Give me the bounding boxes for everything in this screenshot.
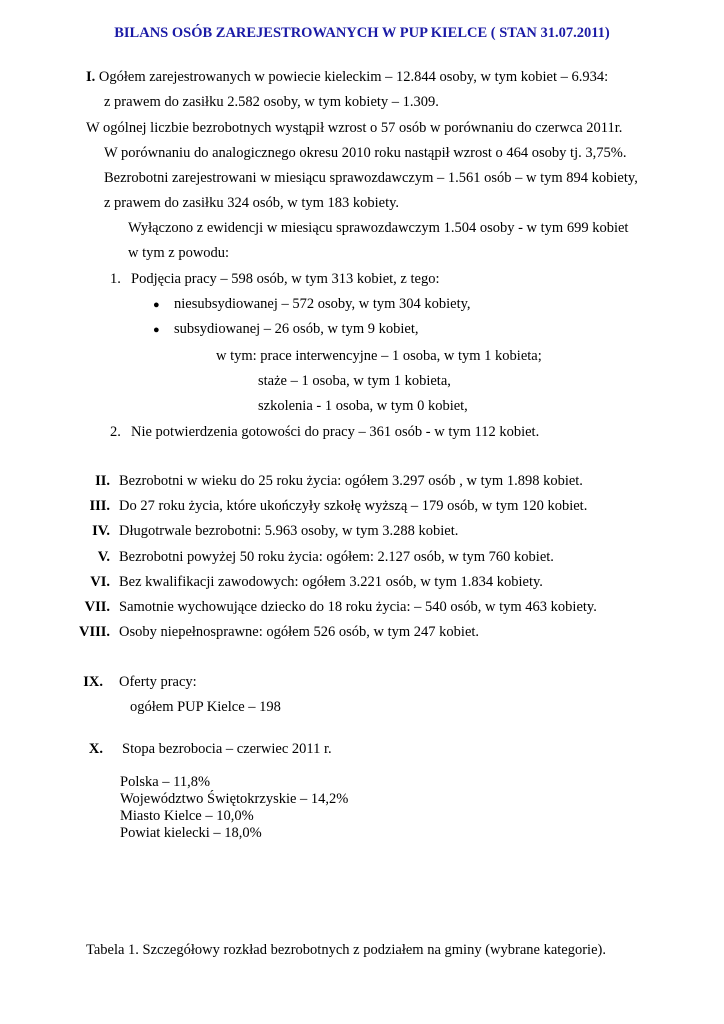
section-i-line-8: w tym z powodu: xyxy=(128,245,230,261)
section-ix-line: ogółem PUP Kielce – 198 xyxy=(130,699,281,715)
rate-item: Województwo Świętokrzyskie – 14,2% xyxy=(120,791,349,807)
list-item: Bezrobotni w wieku do 25 roku życia: ogółem 3.297 osób , w tym 1.898 kobiet. xyxy=(119,473,583,489)
roman-number: VIII. xyxy=(78,624,110,640)
list-item: Długotrwale bezrobotni: 5.963 osoby, w tym 3.288 kobiet. xyxy=(119,523,459,539)
bullet-icon: ● xyxy=(153,299,160,311)
list-item: Samotnie wychowujące dziecko do 18 roku życia: – 540 osób, w tym 463 kobiety. xyxy=(119,599,597,615)
roman-number: IV. xyxy=(92,523,110,539)
section-i-line-3: W ogólnej liczbie bezrobotnych wystąpił wzrost o 57 osób w porównaniu do czerwca 2011r. xyxy=(86,120,623,136)
roman-number: VI. xyxy=(90,574,110,590)
list-item: Bez kwalifikacji zawodowych: ogółem 3.221 osób, w tym 1.834 kobiety. xyxy=(119,574,543,590)
bullet-1-text: niesubsydiowanej – 572 osoby, w tym 304 kobiety, xyxy=(174,296,471,312)
item-2-number: 2. xyxy=(110,424,121,440)
item-1-number: 1. xyxy=(110,271,121,287)
roman-number: VII. xyxy=(84,599,110,615)
sub-line-1: w tym: prace interwencyjne – 1 osoba, w tym 1 kobieta; xyxy=(216,348,542,364)
section-ix-heading: Oferty pracy: xyxy=(119,674,197,690)
bullet-2-text: subsydiowanej – 26 osób, w tym 9 kobiet, xyxy=(174,321,419,337)
section-i-line-4: W porównaniu do analogicznego okresu 2010 roku nastąpił wzrost o 464 osoby tj. 3,75%. xyxy=(104,145,627,161)
section-i-text-1: Ogółem zarejestrowanych w powiecie kieleckim – 12.844 osoby, w tym kobiet – 6.934: xyxy=(98,69,609,85)
section-i-line-2: z prawem do zasiłku 2.582 osoby, w tym kobiety – 1.309. xyxy=(104,94,439,110)
roman-number: V. xyxy=(97,549,110,565)
section-i-line-5: Bezrobotni zarejestrowani w miesiącu sprawozdawczym – 1.561 osób – w tym 894 kobiety, xyxy=(104,170,638,186)
section-i-number: I. xyxy=(86,69,96,85)
rate-item: Powiat kielecki – 18,0% xyxy=(120,825,262,841)
list-item: Osoby niepełnosprawne: ogółem 526 osób, w tym 247 kobiet. xyxy=(119,624,480,640)
roman-number: III. xyxy=(89,498,110,514)
item-2-text: Nie potwierdzenia gotowości do pracy – 361 osób - w tym 112 kobiet. xyxy=(131,424,540,440)
section-x-heading: Stopa bezrobocia – czerwiec 2011 r. xyxy=(122,741,332,757)
section-ix-number: IX. xyxy=(83,674,103,690)
section-i-line-7: Wyłączono z ewidencji w miesiącu sprawozdawczym 1.504 osoby - w tym 699 kobiet xyxy=(128,220,629,236)
list-item: Do 27 roku życia, które ukończyły szkołę wyższą – 179 osób, w tym 120 kobiet. xyxy=(119,498,588,514)
section-i-line-1 xyxy=(86,68,608,86)
rate-item: Polska – 11,8% xyxy=(120,774,211,790)
list-item: Bezrobotni powyżej 50 roku życia: ogółem: 2.127 osób, w tym 760 kobiet. xyxy=(119,549,554,565)
sub-line-3: szkolenia - 1 osoba, w tym 0 kobiet, xyxy=(258,398,468,414)
bullet-icon: ● xyxy=(153,324,160,336)
rate-item: Miasto Kielce – 10,0% xyxy=(120,808,254,824)
section-x-number: X. xyxy=(88,741,103,757)
roman-number: II. xyxy=(95,473,110,489)
item-1-text: Podjęcia pracy – 598 osób, w tym 313 kobiet, z tego: xyxy=(131,271,440,287)
section-i-line-6: z prawem do zasiłku 324 osób, w tym 183 kobiety. xyxy=(104,195,400,211)
page-title: BILANS OSÓB ZAREJESTROWANYCH W PUP KIELCE ( STAN 31.07.2011) xyxy=(114,25,610,41)
table-caption: Tabela 1. Szczegółowy rozkład bezrobotnych z podziałem na gminy (wybrane kategorie). xyxy=(86,942,606,958)
sub-line-2: staże – 1 osoba, w tym 1 kobieta, xyxy=(258,373,451,389)
